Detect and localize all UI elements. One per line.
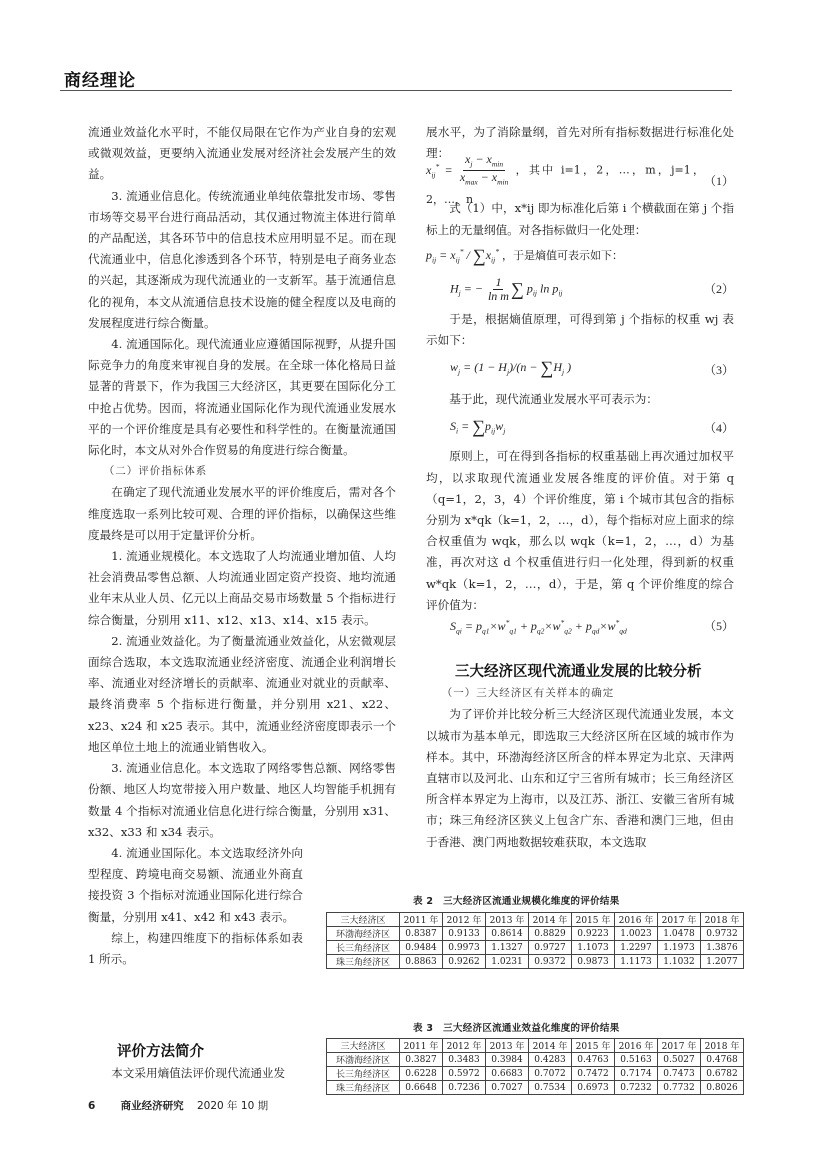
header-cell: 2011 年 — [400, 1039, 443, 1053]
cell: 0.7473 — [658, 1067, 701, 1081]
cell: 1.2077 — [701, 955, 744, 969]
equation-2: $H_j$ = − $\frac{1}{\text{ln m}}$ ∑ $p_{ij}$ $\ln p_{ij}$ （2） — [450, 274, 734, 303]
subheading-evaluation-index: （二）评价指标体系 — [103, 465, 208, 478]
cell: 0.6683 — [486, 1067, 529, 1081]
section-label: 商经理论 — [64, 71, 136, 91]
header-cell: 2016 年 — [615, 1039, 658, 1053]
eq3-number: （3） — [703, 362, 734, 377]
paragraph: 综上，构建四维度下的指标体系如表 1 所示。 — [88, 930, 303, 966]
cell: 1.0231 — [486, 955, 529, 969]
equation-3: $w_j = (1 - H_j)/(n - \sum H_j$ ) （3） — [426, 351, 734, 389]
cell: 0.5027 — [658, 1053, 701, 1067]
equation-1: $x_{ij}^*$ = $\frac{x_j - x_{min}}{x_{max} - x_{min}}$ ，其中 i=1，2，…，m，j=1，2，…，n （1） — [426, 151, 734, 206]
paragraph: 1. 流通业规模化。本文选取了人均流通业增加值、人均社会消费品零售总额、人均流通业固定资产投资、地均流通业年末从业人员、亿元以上商品交易市场数量 5 个指标进行综合衡量，分别用 x11、x12、x13、x14、x15 表示。 — [88, 549, 396, 627]
heading-comparison: 三大经济区现代流通业发展的比较分析 — [455, 664, 702, 681]
cell: 0.9484 — [400, 941, 443, 955]
cell: 1.0478 — [658, 927, 701, 941]
eq2-number: （2） — [703, 282, 734, 297]
cell: 0.7472 — [572, 1067, 615, 1081]
paragraph: 本文采用熵值法评价现代流通业发 — [111, 1066, 286, 1081]
row-label: 环渤海经济区 — [327, 1053, 400, 1067]
cell: 0.7072 — [529, 1067, 572, 1081]
cell: 1.1973 — [658, 941, 701, 955]
table-row — [327, 955, 744, 969]
header-cell: 2012 年 — [443, 913, 486, 927]
cell: 0.9727 — [529, 941, 572, 955]
issue-label: 2020 年 10 期 — [197, 1100, 269, 1112]
cell: 0.3827 — [400, 1053, 443, 1067]
cell: 0.4768 — [701, 1053, 744, 1067]
eq5-number: （5） — [703, 619, 734, 634]
cell: 0.4763 — [572, 1053, 615, 1067]
header-cell: 2012 年 — [443, 1039, 486, 1053]
table-header-row — [327, 913, 744, 927]
header-cell: 2013 年 — [486, 913, 529, 927]
table2 — [326, 912, 744, 969]
header-cell: 三大经济区 — [327, 913, 400, 927]
header-cell: 2015 年 — [572, 913, 615, 927]
header-cell: 2014 年 — [529, 913, 572, 927]
cell: 1.1173 — [615, 955, 658, 969]
paragraph: 原则上，可在得到各指标的权重基础上再次通过加权平均，以求取现代流通业发展各维度的评价值。对于第 q（q=1，2，3，4）个评价维度，第 i 个城市其包含的指标分别为 x*qk（k=1，2，…，d），每个指标对应上面求的综合权重值为 wqk，那么以 wqk（k=1，2，…，d）为基准，再次对这 d 个权重值进行归一化处理，得到新的权重 w*qk（k=1，2，…，d），于是，第 q 个评价维度的综合评价值为： — [426, 449, 734, 612]
equation-4: $S_i = \sum p_{ij}w_j$ （4） — [426, 410, 734, 446]
cell: 0.9873 — [572, 955, 615, 969]
paragraph: 展水平，为了消除量纲，首先对所有指标数据进行标准化处理： — [426, 125, 734, 161]
cell: 0.6228 — [400, 1067, 443, 1081]
table-header-row — [327, 1039, 744, 1053]
table-row — [327, 941, 744, 955]
paragraph: 为了评价并比较分析三大经济区现代流通业发展，本文以城市为基本单元，即选取三大经济区所在区域的城市作为样本。其中，环渤海经济区所含的样本界定为北京、天津两直辖市以及河北、山东和辽宁三省所有城市；长三角经济区所含样本界定为上海市，以及江苏、浙江、安徽三省所有城市；珠三角经济区狭义上包含广东、香港和澳门三地，但由于香港、澳门两地数据较难获取，本文选取 — [426, 707, 734, 849]
row-label: 环渤海经济区 — [327, 927, 400, 941]
cell: 1.0023 — [615, 927, 658, 941]
cell: 0.9973 — [443, 941, 486, 955]
header-cell: 2018 年 — [701, 1039, 744, 1053]
left-column — [88, 122, 396, 970]
paragraph: 流通业效益化水平时，不能仅局限在它作为产业自身的宏观或微观效益，更要纳入流通业发展对经济社会发展产生的效益。 — [88, 125, 396, 182]
equation-5: $S_{qi} = p_{q1}\times w^*_{q1} + p_{q2}\times w^*_{q2} + p_{qd}\times w^*_{qd}$ （5） — [450, 618, 734, 636]
cell: 0.7534 — [529, 1081, 572, 1095]
cell: 0.5163 — [615, 1053, 658, 1067]
cell: 0.8026 — [701, 1081, 744, 1095]
cell: 0.9223 — [572, 927, 615, 941]
page-footer — [88, 1098, 268, 1113]
paragraph: 在确定了现代流通业发展水平的评价维度后，需对各个维度选取一系列比较可观、合理的评价指标，以确保这些维度最终是可以用于定量评价分析。 — [88, 485, 396, 542]
header-cell: 2018 年 — [701, 913, 744, 927]
equation-p: $p_{ij} = x_{ij}^* / \sum x_{ij}^*$ ，于是熵值可表示如下： — [426, 245, 623, 266]
subheading-samples: （一）三大经济区有关样本的确定 — [441, 687, 615, 700]
table-row — [327, 927, 744, 941]
row-label: 珠三角经济区 — [327, 955, 400, 969]
cell: 0.9372 — [529, 955, 572, 969]
paragraph: 2. 流通业效益化。为了衡量流通业效益化，从宏微观层面综合选取，本文选取流通业经济密度、流通企业利润增长率、流通业对经济增长的贡献率、流通业对就业的贡献率、最终消费率 5 个指标进行衡量，并分别用 x21、x22、x23、x24 和 x25 表示。其中，流通业经济密度即表示一个地区单位土地上的流通业销售收入。 — [88, 633, 396, 754]
page-number: 6 — [88, 1100, 96, 1112]
header-cell: 2015 年 — [572, 1039, 615, 1053]
row-label: 长三角经济区 — [327, 941, 400, 955]
cell: 0.7027 — [486, 1081, 529, 1095]
cell: 1.1073 — [572, 941, 615, 955]
row-label: 长三角经济区 — [327, 1067, 400, 1081]
paragraph: 4. 流通国际化。现代流通业应遵循国际视野，从提升国际竞争力的角度来审视自身的发展。在全球一体化格局日益显著的背景下，作为我国三大经济区，其更要在国际化分工中抢占优势。因而，将流通业国际化作为现代流通业发展水平的一个评价维度是具有必要性和科学性的。在衡量流通国际化时，本文从对外合作贸易的角度进行综合衡量。 — [88, 337, 396, 458]
cell: 0.5972 — [443, 1067, 486, 1081]
cell: 0.8863 — [400, 955, 443, 969]
cell: 0.3483 — [443, 1053, 486, 1067]
paragraph: 基于此，现代流通业发展水平可表示为： — [449, 392, 658, 407]
cell: 1.1032 — [658, 955, 701, 969]
journal-name: 商业经济研究 — [120, 1100, 184, 1112]
cell: 0.7236 — [443, 1081, 486, 1095]
header-cell: 2016 年 — [615, 913, 658, 927]
cell: 0.6973 — [572, 1081, 615, 1095]
header-cell: 三大经济区 — [327, 1039, 400, 1053]
eq1-number: （1） — [703, 173, 734, 188]
paragraph: 3. 流通业信息化。本文选取了网络零售总额、网络零售份额、地区人均宽带接入用户数量、地区人均智能手机拥有数量 4 个指标对流通业信息化进行综合衡量，分别用 x31、x32、x33 和 x34 表示。 — [88, 761, 396, 839]
paragraph: 于是，根据熵值原理，可得到第 j 个指标的权重 wj 表示如下： — [426, 311, 734, 348]
cell: 0.6782 — [701, 1067, 744, 1081]
cell: 0.4283 — [529, 1053, 572, 1067]
header-cell: 2017 年 — [658, 913, 701, 927]
header-rule — [60, 90, 732, 91]
cell: 0.9262 — [443, 955, 486, 969]
header-cell: 2013 年 — [486, 1039, 529, 1053]
cell: 0.7732 — [658, 1081, 701, 1095]
table-row — [327, 1081, 744, 1095]
cell: 0.9732 — [701, 927, 744, 941]
table3 — [326, 1038, 744, 1095]
cell: 0.7232 — [615, 1081, 658, 1095]
eq4-number: （4） — [703, 420, 734, 435]
cell: 1.3876 — [701, 941, 744, 955]
eq1-condition: ，其中 i=1，2，…，m，j=1，2，…，n — [426, 163, 704, 206]
cell: 0.8829 — [529, 927, 572, 941]
header-cell: 2014 年 — [529, 1039, 572, 1053]
table3-caption: 表 3 三大经济区流通业效益化维度的评价结果 — [413, 1023, 620, 1034]
cell: 0.9133 — [443, 927, 486, 941]
paragraph: 式（1）中，x*ij 即为标准化后第 i 个横截面在第 j 个指标上的无量纲值。对各指标做归一化处理： — [426, 201, 734, 237]
paragraph: 4. 流通业国际化。本文选取经济外向型程度、跨境电商交易额、流通业外商直接投资 3 个指标对流通业国际化进行综合衡量，分别用 x41、x42 和 x43 表示。 — [88, 845, 303, 924]
table-row — [327, 1067, 744, 1081]
row-label: 珠三角经济区 — [327, 1081, 400, 1095]
table-row — [327, 1053, 744, 1067]
header-cell: 2011 年 — [400, 913, 443, 927]
cell: 0.7174 — [615, 1067, 658, 1081]
eq-p-tail: ，于是熵值可表示如下： — [501, 249, 623, 263]
header-cell: 2017 年 — [658, 1039, 701, 1053]
cell: 0.6648 — [400, 1081, 443, 1095]
cell: 1.1327 — [486, 941, 529, 955]
cell: 0.8614 — [486, 927, 529, 941]
cell: 0.3984 — [486, 1053, 529, 1067]
paragraph: 3. 流通业信息化。传统流通业单纯依靠批发市场、零售市场等交易平台进行商品活动，其仅通过物流主体进行简单的产品配送，其各环节中的信息技术应用明显不足。而在现代流通业中，信息化渗透到各个环节，特别是电子商务业态的兴起，其逐渐成为现代流通业的一支新军。基于流通信息化的视角，本文从流通信息技术设施的健全程度以及电商的发展程度进行综合衡量。 — [88, 188, 396, 330]
method-section — [88, 1042, 318, 1084]
cell: 0.8387 — [400, 927, 443, 941]
heading-method: 评价方法简介 — [117, 1044, 204, 1060]
narrow-block — [88, 843, 303, 970]
cell: 1.2297 — [615, 941, 658, 955]
right-column — [426, 122, 734, 853]
table2-caption: 表 2 三大经济区流通业规模化维度的评价结果 — [413, 896, 620, 907]
